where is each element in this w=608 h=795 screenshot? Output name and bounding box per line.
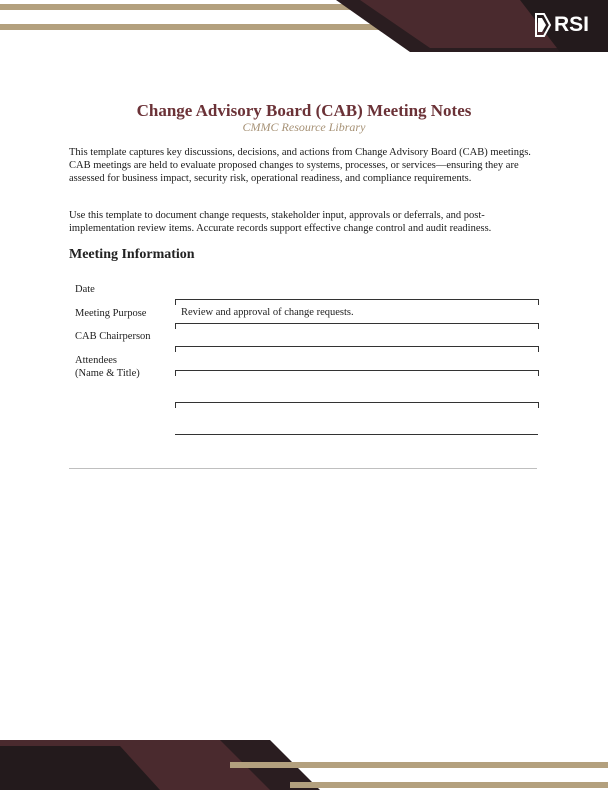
header-banner <box>0 0 608 56</box>
page-subtitle: CMMC Resource Library <box>242 120 366 134</box>
attendees-field-bottom-line <box>175 434 538 435</box>
field-label-attendees: Attendees <box>75 355 117 366</box>
intro-paragraph: This template captures key discussions, decisions, and actions from Change Advisory Board (CAB) meetings. CAB meetings are held to evaluate proposed changes to systems, processes, or services—ensuring they are assessed for business impact, security risk, operational readiness, and compliance requirements. <box>69 147 531 184</box>
section-divider <box>69 468 537 469</box>
cab-chairperson-field-bottom <box>175 346 539 352</box>
cab-chairperson-field[interactable] <box>175 323 539 329</box>
attendees-field[interactable] <box>175 370 539 376</box>
footer-graphic <box>0 740 608 790</box>
field-label-meeting-purpose: Meeting Purpose <box>75 308 147 319</box>
rsi-logo <box>534 10 594 40</box>
field-label-date: Date <box>75 284 95 295</box>
meeting-purpose-field-top <box>175 299 539 305</box>
page-title: Change Advisory Board (CAB) Meeting Notes <box>136 101 472 120</box>
header-graphic <box>0 0 608 56</box>
logo-text: RSI <box>554 13 590 36</box>
usage-paragraph: Use this template to document change requests, stakeholder input, approvals or deferrals, and post-implementation review items. Accurate records support effective change control and audit readiness. <box>69 210 492 234</box>
logo-mark-icon <box>534 12 552 38</box>
section-heading-meeting-information: Meeting Information <box>69 247 195 262</box>
field-label-attendees-sub: (Name & Title) <box>75 368 140 379</box>
field-label-cab-chairperson: CAB Chairperson <box>75 331 151 342</box>
attendees-field-2[interactable] <box>175 402 539 408</box>
footer-banner <box>0 740 608 790</box>
meeting-purpose-value[interactable]: Review and approval of change requests. <box>181 307 354 318</box>
